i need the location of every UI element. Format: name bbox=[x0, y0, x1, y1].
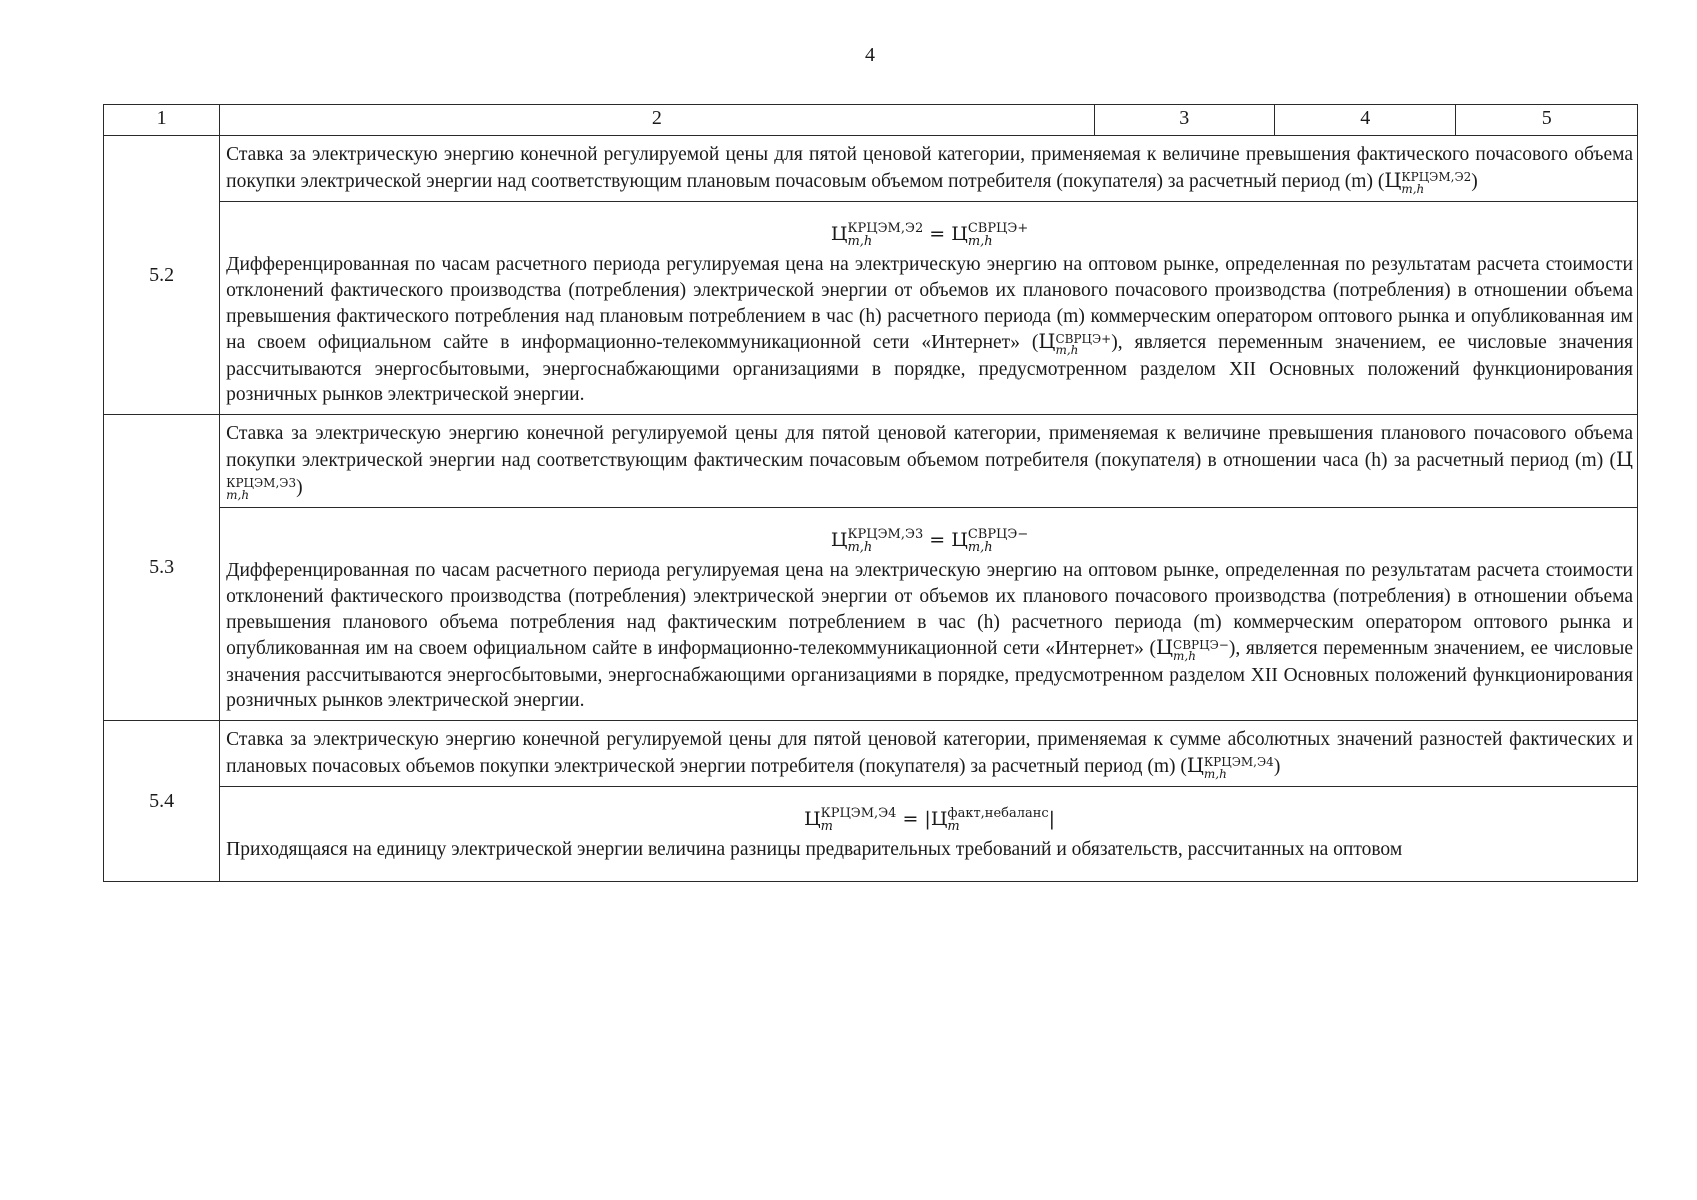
row-number: 5.4 bbox=[104, 721, 220, 882]
row-number: 5.2 bbox=[104, 136, 220, 415]
rate-description: Ц КРЦЭМ,Э2 m,h = Ц СВРЦЭ+ m,h Дифференцированная по часам расчетного периода регулируемая цена на электрическую энергию на оптовом рынке, определенная по результатам расчета стоимости отклонений фактического производства (потребления) электрической энергии от объемов их планового почасового производства (потребления) в отношении объема превышения фактического потребления над плановым потреблением в час (h) расчетного периода (m) коммерческим оператором оптового рынка и опубликованная им на своем официальном сайте в информационно-телекоммуникационной сети «Интернет» (Ц СВРЦЭ+ m,h ), является переменным значением, ее числовые значения рассчитываются энергосбытовыми, энергоснабжающими организациями в порядке, предусмотренном разделом XII Основных положений функционирования розничных рынков электрической энергии. bbox=[220, 202, 1638, 415]
rate-title: Ставка за электрическую энергию конечной регулируемой цены для пятой ценовой категории, применяемая к величине превышения фактического почасового объема покупки электрической энергии над соответствующим плановым почасовым объемом потребителя (покупателя) за расчетный период (m) (Ц КРЦЭМ,Э2 m,h ) bbox=[220, 136, 1638, 202]
header-col-3: 3 bbox=[1094, 105, 1274, 136]
formula: Ц КРЦЭМ,Э3 m,h = Ц СВРЦЭ− m,h bbox=[830, 527, 1029, 556]
header-col-5: 5 bbox=[1456, 105, 1638, 136]
rate-symbol: Ц КРЦЭМ,Э4 m,h bbox=[1186, 753, 1274, 781]
rate-symbol: Ц КРЦЭМ,Э2 m,h bbox=[1384, 168, 1472, 196]
tariff-table bbox=[103, 104, 1638, 882]
table-row bbox=[104, 136, 1638, 202]
table-row bbox=[104, 508, 1638, 721]
formula: Ц КРЦЭМ,Э2 m,h = Ц СВРЦЭ+ m,h bbox=[830, 221, 1029, 250]
table-row bbox=[104, 415, 1638, 508]
page-number: 4 bbox=[865, 44, 875, 66]
table-row bbox=[104, 787, 1638, 882]
row-number: 5.3 bbox=[104, 415, 220, 721]
rate-description: Ц КРЦЭМ,Э4 m = |Ц факт,небаланс m | Приходящаяся на единицу электрической энергии величина разницы предварительных требований и обязательств, рассчитанных на оптовом bbox=[220, 787, 1638, 882]
header-col-2: 2 bbox=[220, 105, 1094, 136]
table-row bbox=[104, 202, 1638, 415]
price-symbol: Ц СВРЦЭ+ m,h bbox=[1038, 330, 1112, 358]
rate-symbol: Ц КРЦЭМ,Э3 m,h bbox=[226, 447, 1633, 502]
rate-description: Ц КРЦЭМ,Э3 m,h = Ц СВРЦЭ− m,h Дифференцированная по часам расчетного периода регулируемая цена на электрическую энергию на оптовом рынке, определенная по результатам расчета стоимости отклонений фактического производства (потребления) электрической энергии от объемов их планового почасового производства (потребления) в отношении объема превышения планового объема потребления над фактическим потреблением в час (h) расчетного периода (m) коммерческим оператором оптового рынка и опубликованная им на своем официальном сайте в информационно-телекоммуникационной сети «Интернет» (Ц СВРЦЭ− m,h ), является переменным значением, ее числовые значения рассчитываются энергосбытовыми, энергоснабжающими организациями в порядке, предусмотренном разделом XII Основных положений функционирования розничных рынков электрической энергии. bbox=[220, 508, 1638, 721]
formula: Ц КРЦЭМ,Э4 m = |Ц факт,небаланс m | bbox=[804, 806, 1056, 835]
rate-title: Ставка за электрическую энергию конечной регулируемой цены для пятой ценовой категории, применяемая к величине превышения планового почасового объема покупки электрической энергии над соответствующим фактическим почасовым объемом потребителя (покупателя) в отношении часа (h) за расчетный период (m) (Ц КРЦЭМ,Э3 m,h ) bbox=[220, 415, 1638, 508]
table-header-row bbox=[104, 105, 1638, 136]
price-symbol: Ц СВРЦЭ− m,h bbox=[1156, 636, 1229, 664]
table-row bbox=[104, 721, 1638, 787]
header-col-4: 4 bbox=[1274, 105, 1456, 136]
header-col-1: 1 bbox=[104, 105, 220, 136]
rate-title: Ставка за электрическую энергию конечной регулируемой цены для пятой ценовой категории, применяемая к сумме абсолютных значений разностей фактических и плановых почасовых объемов покупки электрической энергии потребителя (покупателя) за расчетный период (m) (Ц КРЦЭМ,Э4 m,h ) bbox=[220, 721, 1638, 787]
